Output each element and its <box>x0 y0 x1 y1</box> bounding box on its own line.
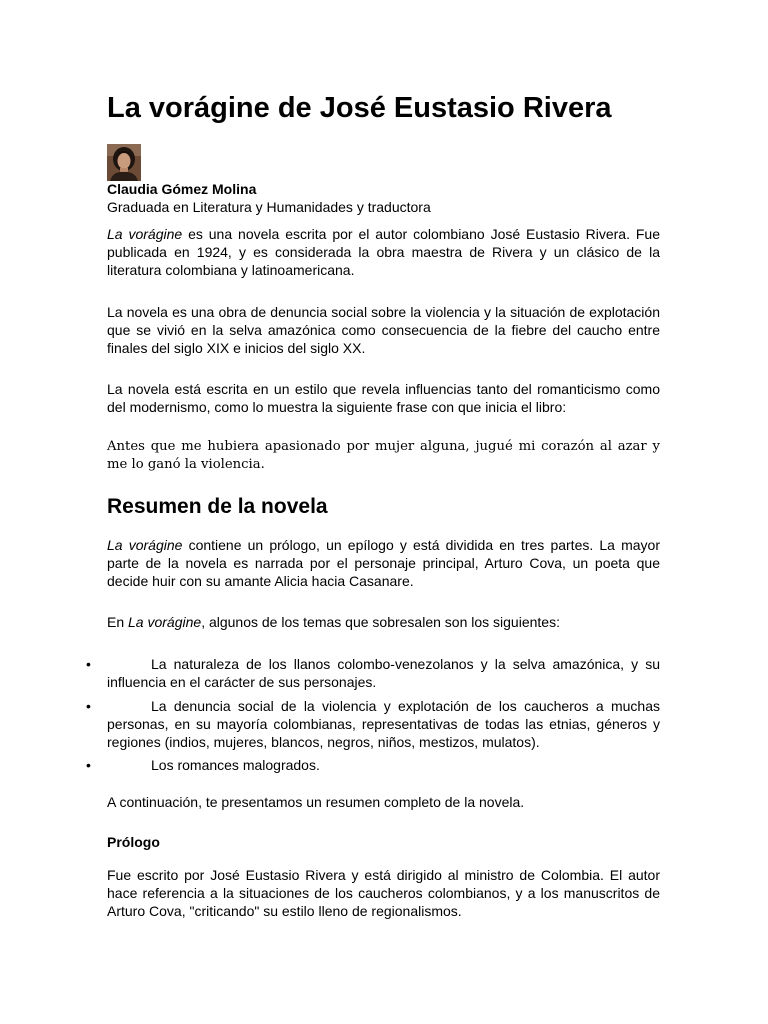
section-title-resumen: Resumen de la novela <box>107 495 328 518</box>
intro-paragraph <box>107 225 660 279</box>
author-role: Graduada en Literatura y Humanidades y traductora <box>107 199 431 215</box>
bullet-dot: • <box>86 656 91 672</box>
summary-text: contiene un prólogo, un epílogo y está dividida en tres partes. La mayor parte de la novela es narrada por el personaje principal, Arturo Cova, un poeta que decide huir con su amante Alicia hacia Casanare. <box>107 537 660 589</box>
list-item <box>86 697 660 751</box>
author-name: Claudia Gómez Molina <box>107 181 257 197</box>
list-item-text: La denuncia social de la violencia y explotación de los caucheros a muchas personas, en su mayoría colombianas, representativas de todas las etnias, géneros y regiones (indios, mujeres, blancos, negros, niños, mestizos, mulatos). <box>107 698 660 750</box>
themes-intro-paragraph <box>107 613 660 631</box>
continuation-paragraph: A continuación, te presentamos un resumen completo de la novela. <box>107 794 525 810</box>
intro-text: es una novela escrita por el autor colombiano José Eustasio Rivera. Fue publicada en 1924, y es considerada la obra maestra de Rivera y un clásico de la literatura colombiana y latinoamericana. <box>107 226 661 278</box>
list-item-text: La naturaleza de los llanos colombo-venezolanos y la selva amazónica, y su influencia en el carácter de sus personajes. <box>107 656 660 690</box>
prologue-heading: Prólogo <box>107 834 160 850</box>
bullet-dot: • <box>86 757 91 773</box>
list-item <box>86 756 660 774</box>
estilo-paragraph: La novela está escrita en un estilo que revela influencias tanto del romanticismo como del modernismo, como lo muestra la siguiente frase con que inicia el libro: <box>107 381 660 415</box>
list-item <box>86 655 660 691</box>
bullet-dot: • <box>86 698 91 714</box>
summary-italic-title: La vorágine <box>107 537 183 553</box>
author-photo-icon <box>107 144 141 181</box>
themes-intro-prefix: En <box>107 614 129 630</box>
intro-italic-title: La vorágine <box>107 226 183 242</box>
themes-intro-text: , algunos de los temas que sobresalen son los siguientes: <box>201 614 560 630</box>
opening-quote: Antes que me hubiera apasionado por mujer alguna, jugué mi corazón al azar y me lo ganó la violencia. <box>107 439 660 472</box>
themes-intro-italic-title: La vorágine <box>128 614 202 630</box>
list-item-text: Los romances malogrados. <box>151 757 320 773</box>
prologue-paragraph: Fue escrito por José Eustasio Rivera y está dirigido al ministro de Colombia. El autor hace referencia a la situaciones de los caucheros colombianos, y a los manuscritos de Arturo Cova, "criticando" su estilo lleno de regionalismos. <box>107 867 660 919</box>
denuncia-paragraph: La novela es una obra de denuncia social sobre la violencia y la situación de explotación que se vivió en la selva amazónica como consecuencia de la fiebre del caucho entre finales del siglo XIX e inicios del siglo XX. <box>107 304 660 356</box>
article-title: La vorágine de José Eustasio Rivera <box>107 92 612 124</box>
summary-paragraph <box>107 536 660 590</box>
author-avatar <box>107 144 141 181</box>
